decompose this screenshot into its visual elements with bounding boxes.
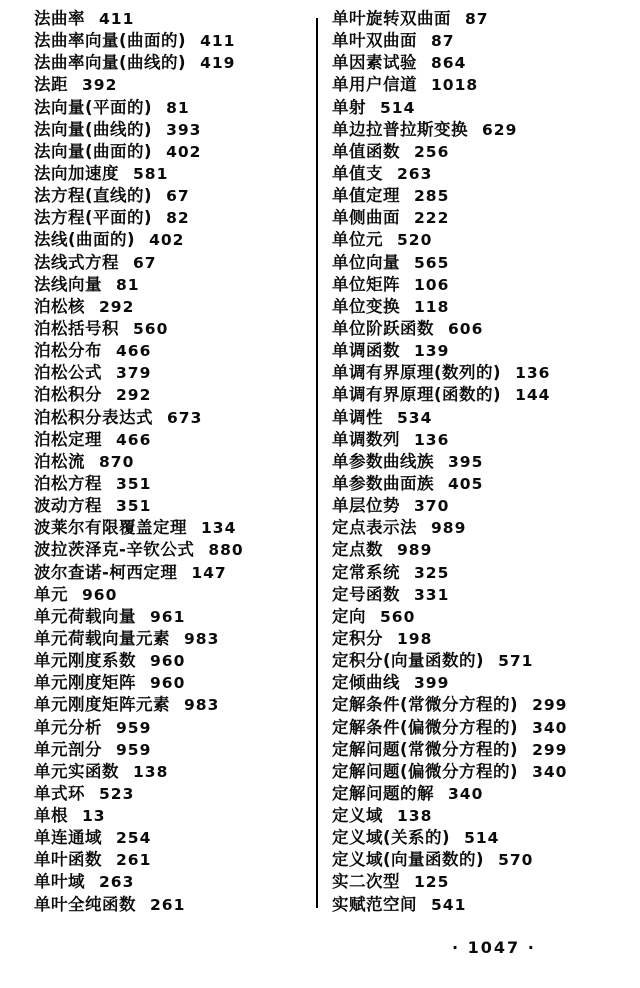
index-entry bbox=[34, 717, 306, 739]
entry-term: 法向量(曲面的) bbox=[34, 141, 153, 161]
entry-page-number: 960 bbox=[150, 674, 186, 693]
entry-term: 单调函数 bbox=[332, 341, 400, 361]
footer-page-number: · 1047 · bbox=[452, 938, 536, 957]
entry-term: 泊松分布 bbox=[34, 341, 102, 361]
index-entry-list-left bbox=[34, 8, 306, 916]
entry-term: 单元刚度系数 bbox=[34, 651, 136, 671]
entry-term: 法曲率向量(曲面的) bbox=[34, 31, 187, 51]
index-entry-list-right bbox=[332, 8, 632, 916]
entry-page-number: 82 bbox=[166, 209, 190, 228]
entry-page-number: 514 bbox=[380, 98, 416, 117]
entry-term: 定向 bbox=[332, 606, 366, 626]
entry-term: 单元刚度矩阵元素 bbox=[34, 695, 170, 715]
entry-term: 单用户信道 bbox=[332, 75, 417, 95]
entry-page-number: 989 bbox=[397, 541, 433, 560]
entry-page-number: 392 bbox=[82, 76, 118, 95]
entry-term: 定义域 bbox=[332, 806, 383, 826]
index-entry bbox=[332, 739, 632, 761]
entry-term: 单因素试验 bbox=[332, 53, 417, 73]
entry-term: 法方程(直线的) bbox=[34, 186, 153, 206]
entry-term: 单边拉普拉斯变换 bbox=[332, 119, 468, 139]
index-column-left bbox=[34, 8, 306, 916]
index-entry bbox=[332, 562, 632, 584]
entry-page-number: 1018 bbox=[431, 76, 479, 95]
entry-page-number: 134 bbox=[201, 519, 237, 538]
index-entry bbox=[332, 384, 632, 406]
entry-term: 泊松积分 bbox=[34, 385, 102, 405]
entry-page-number: 959 bbox=[116, 740, 152, 759]
entry-page-number: 870 bbox=[99, 452, 135, 471]
index-entry bbox=[34, 274, 306, 296]
entry-page-number: 340 bbox=[448, 784, 484, 803]
entry-page-number: 254 bbox=[116, 829, 152, 848]
index-entry bbox=[34, 296, 306, 318]
entry-term: 单调数列 bbox=[332, 429, 400, 449]
entry-page-number: 222 bbox=[414, 209, 450, 228]
entry-term: 泊松流 bbox=[34, 451, 85, 471]
index-entry bbox=[332, 473, 632, 495]
entry-term: 定解条件(常微分方程的) bbox=[332, 695, 519, 715]
index-entry bbox=[34, 849, 306, 871]
entry-term: 单调有界原理(数列的) bbox=[332, 363, 502, 383]
entry-page-number: 370 bbox=[414, 497, 450, 516]
entry-page-number: 466 bbox=[116, 342, 152, 361]
index-entry bbox=[34, 672, 306, 694]
index-entry bbox=[332, 805, 632, 827]
entry-page-number: 419 bbox=[200, 54, 236, 73]
entry-page-number: 292 bbox=[116, 386, 152, 405]
entry-page-number: 393 bbox=[166, 120, 202, 139]
entry-page-number: 571 bbox=[498, 652, 534, 671]
index-entry bbox=[332, 761, 632, 783]
entry-page-number: 520 bbox=[397, 231, 433, 250]
index-entry bbox=[34, 539, 306, 561]
entry-page-number: 983 bbox=[184, 696, 220, 715]
entry-term: 单值函数 bbox=[332, 141, 400, 161]
index-entry bbox=[332, 318, 632, 340]
entry-page-number: 960 bbox=[82, 585, 118, 604]
entry-page-number: 87 bbox=[431, 32, 455, 51]
entry-page-number: 629 bbox=[482, 120, 518, 139]
entry-page-number: 960 bbox=[150, 652, 186, 671]
entry-page-number: 864 bbox=[431, 54, 467, 73]
entry-term: 单元分析 bbox=[34, 717, 102, 737]
entry-page-number: 138 bbox=[397, 807, 433, 826]
entry-term: 法向量(曲线的) bbox=[34, 119, 153, 139]
index-entry bbox=[34, 628, 306, 650]
entry-term: 单位阶跃函数 bbox=[332, 318, 434, 338]
entry-page-number: 411 bbox=[200, 32, 236, 51]
entry-page-number: 570 bbox=[498, 851, 534, 870]
entry-term: 波拉茨泽克-辛钦公式 bbox=[34, 540, 195, 560]
entry-page-number: 581 bbox=[133, 164, 169, 183]
entry-term: 实赋范空间 bbox=[332, 894, 417, 914]
entry-term: 单位向量 bbox=[332, 252, 400, 272]
entry-page-number: 81 bbox=[166, 98, 190, 117]
entry-page-number: 541 bbox=[431, 895, 467, 914]
entry-page-number: 351 bbox=[116, 497, 152, 516]
entry-term: 定解问题(常微分方程的) bbox=[332, 739, 519, 759]
index-entry bbox=[332, 207, 632, 229]
entry-page-number: 411 bbox=[99, 10, 135, 28]
index-entry bbox=[34, 761, 306, 783]
entry-term: 法距 bbox=[34, 75, 68, 95]
entry-term: 单射 bbox=[332, 97, 366, 117]
entry-page-number: 256 bbox=[414, 142, 450, 161]
entry-page-number: 285 bbox=[414, 187, 450, 206]
entry-term: 法向加速度 bbox=[34, 163, 119, 183]
index-entry bbox=[332, 694, 632, 716]
entry-term: 单位矩阵 bbox=[332, 274, 400, 294]
entry-term: 定积分(向量函数的) bbox=[332, 651, 485, 671]
index-entry bbox=[332, 783, 632, 805]
entry-page-number: 118 bbox=[414, 297, 450, 316]
entry-page-number: 263 bbox=[99, 873, 135, 892]
index-entry bbox=[332, 451, 632, 473]
index-entry bbox=[332, 517, 632, 539]
entry-page-number: 87 bbox=[465, 10, 489, 28]
index-entry bbox=[34, 30, 306, 52]
entry-term: 泊松公式 bbox=[34, 363, 102, 383]
index-entry bbox=[332, 163, 632, 185]
index-entry bbox=[34, 517, 306, 539]
entry-page-number: 961 bbox=[150, 607, 186, 626]
entry-page-number: 673 bbox=[167, 408, 203, 427]
index-entry bbox=[34, 8, 306, 30]
entry-page-number: 325 bbox=[414, 563, 450, 582]
index-entry bbox=[332, 650, 632, 672]
index-entry bbox=[34, 318, 306, 340]
index-entry bbox=[332, 340, 632, 362]
entry-term: 定积分 bbox=[332, 628, 383, 648]
entry-page-number: 514 bbox=[464, 829, 500, 848]
entry-page-number: 299 bbox=[532, 740, 568, 759]
index-entry bbox=[34, 739, 306, 761]
entry-page-number: 136 bbox=[414, 430, 450, 449]
index-entry bbox=[34, 606, 306, 628]
entry-term: 泊松定理 bbox=[34, 429, 102, 449]
column-divider-line bbox=[316, 18, 318, 908]
index-entry bbox=[332, 252, 632, 274]
entry-page-number: 880 bbox=[208, 541, 244, 560]
index-entry bbox=[332, 849, 632, 871]
entry-page-number: 523 bbox=[99, 784, 135, 803]
index-entry bbox=[332, 30, 632, 52]
entry-term: 定倾曲线 bbox=[332, 673, 400, 693]
index-entry bbox=[332, 628, 632, 650]
entry-term: 单调性 bbox=[332, 407, 383, 427]
index-entry bbox=[34, 362, 306, 384]
index-entry bbox=[332, 672, 632, 694]
entry-term: 单位元 bbox=[332, 230, 383, 250]
index-entry bbox=[332, 362, 632, 384]
entry-term: 泊松核 bbox=[34, 296, 85, 316]
entry-page-number: 399 bbox=[414, 674, 450, 693]
entry-term: 单根 bbox=[34, 806, 68, 826]
index-entry bbox=[34, 185, 306, 207]
entry-term: 单值定理 bbox=[332, 186, 400, 206]
index-entry bbox=[332, 141, 632, 163]
index-entry bbox=[332, 584, 632, 606]
index-entry bbox=[332, 827, 632, 849]
entry-term: 泊松积分表达式 bbox=[34, 407, 153, 427]
entry-page-number: 560 bbox=[133, 319, 169, 338]
entry-term: 单元 bbox=[34, 584, 68, 604]
index-entry bbox=[332, 606, 632, 628]
entry-term: 单参数曲线族 bbox=[332, 451, 434, 471]
index-column-right bbox=[332, 8, 632, 916]
entry-term: 定义域(关系的) bbox=[332, 828, 451, 848]
index-entry bbox=[34, 207, 306, 229]
index-entry bbox=[34, 473, 306, 495]
entry-page-number: 261 bbox=[150, 895, 186, 914]
entry-page-number: 263 bbox=[397, 164, 433, 183]
index-entry bbox=[332, 52, 632, 74]
index-entry bbox=[34, 694, 306, 716]
entry-term: 单叶双曲面 bbox=[332, 31, 417, 51]
index-entry bbox=[34, 562, 306, 584]
entry-term: 定解问题的解 bbox=[332, 783, 434, 803]
entry-term: 定点数 bbox=[332, 540, 383, 560]
entry-page-number: 13 bbox=[82, 807, 106, 826]
index-entry bbox=[332, 229, 632, 251]
index-entry bbox=[34, 407, 306, 429]
index-entry bbox=[34, 163, 306, 185]
entry-page-number: 144 bbox=[515, 386, 551, 405]
entry-page-number: 139 bbox=[414, 342, 450, 361]
index-entry bbox=[332, 407, 632, 429]
entry-term: 泊松方程 bbox=[34, 473, 102, 493]
index-entry bbox=[34, 827, 306, 849]
index-entry bbox=[34, 97, 306, 119]
index-entry bbox=[34, 384, 306, 406]
index-entry bbox=[332, 74, 632, 96]
entry-term: 单调有界原理(函数的) bbox=[332, 385, 502, 405]
entry-term: 波动方程 bbox=[34, 496, 102, 516]
index-entry bbox=[34, 783, 306, 805]
entry-term: 波莱尔有限覆盖定理 bbox=[34, 518, 187, 538]
entry-term: 单值支 bbox=[332, 163, 383, 183]
entry-page-number: 379 bbox=[116, 364, 152, 383]
entry-term: 泊松括号积 bbox=[34, 318, 119, 338]
entry-page-number: 560 bbox=[380, 607, 416, 626]
entry-page-number: 67 bbox=[133, 253, 157, 272]
entry-page-number: 138 bbox=[133, 762, 169, 781]
entry-term: 单叶全纯函数 bbox=[34, 894, 136, 914]
entry-term: 单元荷载向量元素 bbox=[34, 628, 170, 648]
entry-page-number: 983 bbox=[184, 629, 220, 648]
entry-term: 单侧曲面 bbox=[332, 208, 400, 228]
entry-term: 法曲率 bbox=[34, 9, 85, 28]
entry-page-number: 606 bbox=[448, 319, 484, 338]
entry-term: 单元荷载向量 bbox=[34, 606, 136, 626]
entry-term: 法线(曲面的) bbox=[34, 230, 136, 250]
index-entry bbox=[332, 185, 632, 207]
entry-term: 实二次型 bbox=[332, 872, 400, 892]
entry-term: 单叶旋转双曲面 bbox=[332, 9, 451, 28]
entry-term: 法向量(平面的) bbox=[34, 97, 153, 117]
entry-page-number: 395 bbox=[448, 452, 484, 471]
entry-page-number: 125 bbox=[414, 873, 450, 892]
index-entry bbox=[332, 97, 632, 119]
entry-term: 法线向量 bbox=[34, 274, 102, 294]
index-entry bbox=[34, 340, 306, 362]
index-entry bbox=[34, 805, 306, 827]
entry-term: 单元实函数 bbox=[34, 761, 119, 781]
index-entry bbox=[332, 119, 632, 141]
entry-page-number: 292 bbox=[99, 297, 135, 316]
index-entry bbox=[332, 296, 632, 318]
index-entry bbox=[332, 429, 632, 451]
entry-page-number: 351 bbox=[116, 474, 152, 493]
entry-term: 单元剖分 bbox=[34, 739, 102, 759]
entry-term: 单参数曲面族 bbox=[332, 473, 434, 493]
entry-term: 单位变换 bbox=[332, 296, 400, 316]
entry-page-number: 81 bbox=[116, 275, 140, 294]
entry-page-number: 534 bbox=[397, 408, 433, 427]
index-entry bbox=[332, 539, 632, 561]
entry-term: 定义域(向量函数的) bbox=[332, 850, 485, 870]
entry-term: 法曲率向量(曲线的) bbox=[34, 53, 187, 73]
index-entry bbox=[34, 229, 306, 251]
entry-page-number: 198 bbox=[397, 629, 433, 648]
index-entry bbox=[34, 252, 306, 274]
entry-term: 定点表示法 bbox=[332, 518, 417, 538]
entry-term: 单叶域 bbox=[34, 872, 85, 892]
index-entry bbox=[34, 141, 306, 163]
index-entry bbox=[332, 495, 632, 517]
entry-page-number: 299 bbox=[532, 696, 568, 715]
index-entry bbox=[34, 74, 306, 96]
index-entry bbox=[34, 584, 306, 606]
entry-page-number: 67 bbox=[166, 187, 190, 206]
entry-term: 法方程(平面的) bbox=[34, 208, 153, 228]
entry-page-number: 466 bbox=[116, 430, 152, 449]
index-entry bbox=[332, 871, 632, 893]
index-entry bbox=[34, 495, 306, 517]
index-entry bbox=[34, 429, 306, 451]
index-entry bbox=[332, 717, 632, 739]
entry-page-number: 136 bbox=[515, 364, 551, 383]
entry-term: 单层位势 bbox=[332, 496, 400, 516]
entry-term: 定常系统 bbox=[332, 562, 400, 582]
entry-page-number: 402 bbox=[149, 231, 185, 250]
index-entry bbox=[332, 274, 632, 296]
index-entry bbox=[332, 8, 632, 30]
entry-term: 定号函数 bbox=[332, 584, 400, 604]
entry-page-number: 405 bbox=[448, 474, 484, 493]
index-entry bbox=[34, 119, 306, 141]
entry-page-number: 989 bbox=[431, 519, 467, 538]
index-entry bbox=[34, 52, 306, 74]
entry-term: 单元刚度矩阵 bbox=[34, 673, 136, 693]
entry-term: 法线式方程 bbox=[34, 252, 119, 272]
entry-page-number: 261 bbox=[116, 851, 152, 870]
index-entry bbox=[34, 894, 306, 916]
entry-page-number: 106 bbox=[414, 275, 450, 294]
index-entry bbox=[34, 451, 306, 473]
entry-term: 单叶函数 bbox=[34, 850, 102, 870]
entry-term: 定解问题(偏微分方程的) bbox=[332, 761, 519, 781]
entry-term: 波尔查诺-柯西定理 bbox=[34, 562, 178, 582]
index-entry bbox=[332, 894, 632, 916]
entry-page-number: 340 bbox=[532, 762, 568, 781]
entry-term: 定解条件(偏微分方程的) bbox=[332, 717, 519, 737]
entry-page-number: 340 bbox=[532, 718, 568, 737]
entry-page-number: 147 bbox=[191, 563, 227, 582]
entry-page-number: 959 bbox=[116, 718, 152, 737]
entry-page-number: 402 bbox=[166, 142, 202, 161]
entry-page-number: 565 bbox=[414, 253, 450, 272]
entry-term: 单连通域 bbox=[34, 828, 102, 848]
index-entry bbox=[34, 871, 306, 893]
entry-page-number: 331 bbox=[414, 585, 450, 604]
entry-term: 单式环 bbox=[34, 783, 85, 803]
index-entry bbox=[34, 650, 306, 672]
